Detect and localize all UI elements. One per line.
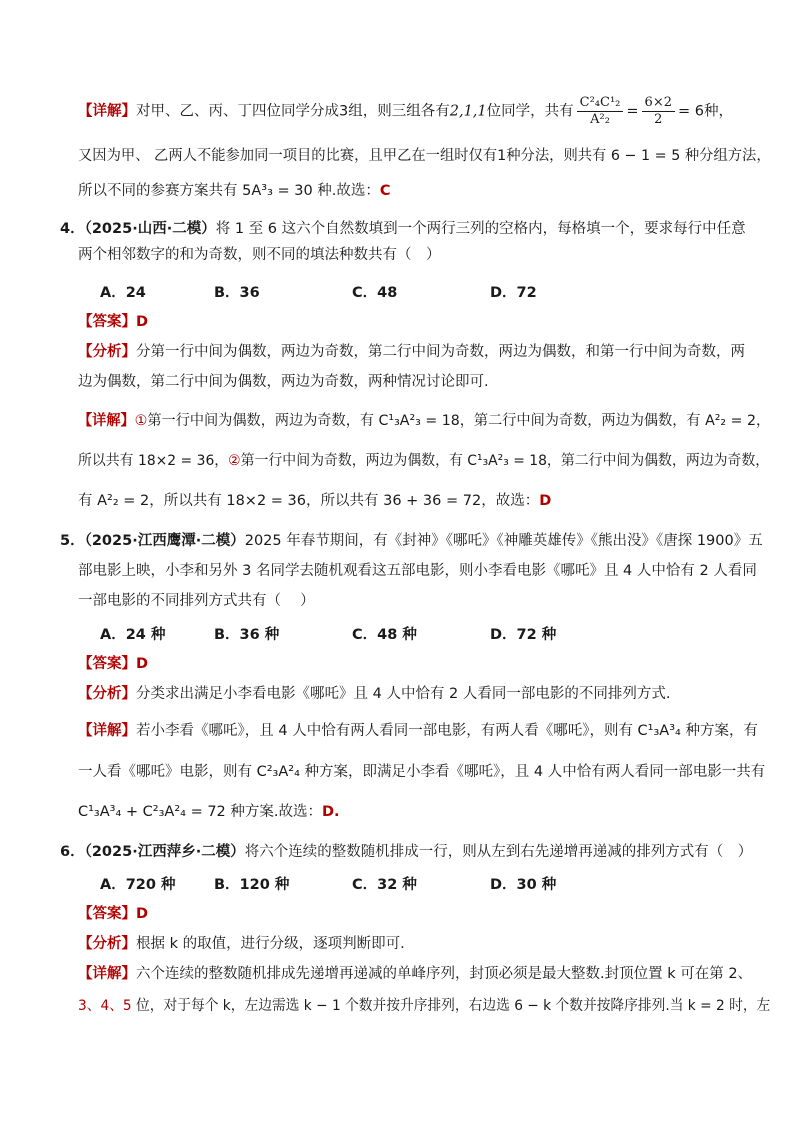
option-a: A．24 种 <box>100 627 166 643</box>
q4-answer: 【答案】D <box>78 314 149 330</box>
question-source: （2025·江西萍乡·二模） <box>84 844 245 860</box>
option-d: D．72 <box>490 285 537 301</box>
q3-detail-line-1: 【详解】对甲、乙、丙、丁四位同学分成3组，则三组各有2,1,1位同学，共有 $\frac{\text{C²₄C¹₂}}{\text{A²₂}}$ = $\frac{6\times 2}{2}$ = 6种， <box>78 95 733 127</box>
q5-stem-line-1: 5．（2025·江西鹰潭·二模）2025 年春节期间，有《封神》《哪吒》《神雕英雄传》《熊出没》《唐探 1900》五 <box>60 533 763 549</box>
fraction: $\frac{\text{C²₄C¹₂}}{\text{A²₂}}$ <box>577 95 624 128</box>
q3-detail-line-2: 又因为甲、 乙两人不能参加同一项目的比赛，且甲乙在一组时仅有1种分法，则共有 6 − 1 = 5 种分组方法， <box>78 148 771 164</box>
q5-detail-line-3: C¹₃A³₄ + C²₃A²₄ = 72 种方案.故选：D. <box>78 804 340 820</box>
q3-detail-line-3: 所以不同的参赛方案共有 5A³₃ = 30 种.故选：C <box>78 183 391 199</box>
option-b: B．36 种 <box>214 627 280 643</box>
q5-analysis-line-1: 【分析】分类求出满足小李看电影《哪吒》且 4 人中恰有 2 人看同一部电影的不同排列方式. <box>78 686 671 702</box>
fraction: $\frac{6\times 2}{2}$ <box>642 95 675 128</box>
q6-answer: 【答案】D <box>78 906 149 922</box>
q5-stem-line-3: 一部电影的不同排列方式共有（ ） <box>78 593 315 609</box>
option-d: D．72 种 <box>490 627 557 643</box>
q4-analysis-line-2: 边为偶数，第二行中间为偶数，两边为奇数，两种情况讨论即可. <box>78 374 489 390</box>
q4-stem-line-1: 4．（2025·山西·二模）将 1 至 6 这六个自然数填到一个两行三列的空格内，每格填一个，要求每行中任意 <box>60 221 746 237</box>
q5-detail-line-2: 一人看《哪吒》电影，则有 C²₃A²₄ 种方案，即满足小李看《哪吒》，且 4 人中恰有两人看同一部电影一共有 <box>78 764 766 780</box>
answer-letter: C <box>379 183 391 199</box>
option-c: C．32 种 <box>352 877 417 893</box>
q4-detail-line-2: 所以共有 18×2 = 36，②第一行中间为奇数，两边为偶数，有 C¹₃A²₃ = 18，第二行中间为偶数，两边为奇数， <box>78 453 770 469</box>
option-d: D．30 种 <box>490 877 557 893</box>
option-b: B．120 种 <box>214 877 290 893</box>
q5-stem-line-2: 部电影上映，小李和另外 3 名同学去随机观看这五部电影，则小李看电影《哪吒》且 4 人中恰有 2 人看同 <box>78 563 757 579</box>
q6-stem-line-1: 6．（2025·江西萍乡·二模）将六个连续的整数随机排成一行，则从左到右先递增再递减的排列方式有（ ） <box>60 844 753 860</box>
q4-stem-line-2: 两个相邻数字的和为奇数，则不同的填法种数共有（ ） <box>78 247 441 263</box>
q6-detail-line-2: 3、4、5 位，对于每个 k，左边需选 k − 1 个数并按升序排列，右边选 6 − k 个数并按降序排列.当 k = 2 时，左 <box>78 998 771 1014</box>
option-c: C．48 种 <box>352 627 417 643</box>
q4-detail-line-1: 【详解】①第一行中间为偶数，两边为奇数，有 C¹₃A²₃ = 18，第二行中间为奇数，两边为偶数，有 A²₂ = 2， <box>78 413 771 429</box>
q5-detail-line-1: 【详解】若小李看《哪吒》，且 4 人中恰有两人看同一部电影，有两人看《哪吒》，则有 C¹₃A³₄ 种方案，有 <box>78 723 758 739</box>
option-a: A．720 种 <box>100 877 176 893</box>
detail-tag: 【详解】 <box>78 103 136 120</box>
q5-answer: 【答案】D <box>78 656 149 672</box>
q4-analysis-line-1: 【分析】分第一行中间为偶数，两边为奇数，第二行中间为奇数，两边为偶数，和第一行中间为奇数，两 <box>78 344 745 360</box>
q4-detail-line-3: 有 A²₂ = 2，所以共有 18×2 = 36，所以共有 36 + 36 = 72，故选：D <box>78 493 552 509</box>
q6-detail-line-1: 【详解】六个连续的整数随机排成先递增再递减的单峰序列，封顶必须是最大整数.封顶位置 k 可在第 2、 <box>78 966 753 982</box>
question-source: （2025·山西·二模） <box>84 221 216 237</box>
option-b: B．36 <box>214 285 260 301</box>
option-c: C．48 <box>352 285 398 301</box>
q6-analysis-line-1: 【分析】根据 k 的取值，进行分级，逐项判断即可. <box>78 936 405 952</box>
option-a: A．24 <box>100 285 146 301</box>
question-source: （2025·江西鹰潭·二模） <box>84 533 245 549</box>
